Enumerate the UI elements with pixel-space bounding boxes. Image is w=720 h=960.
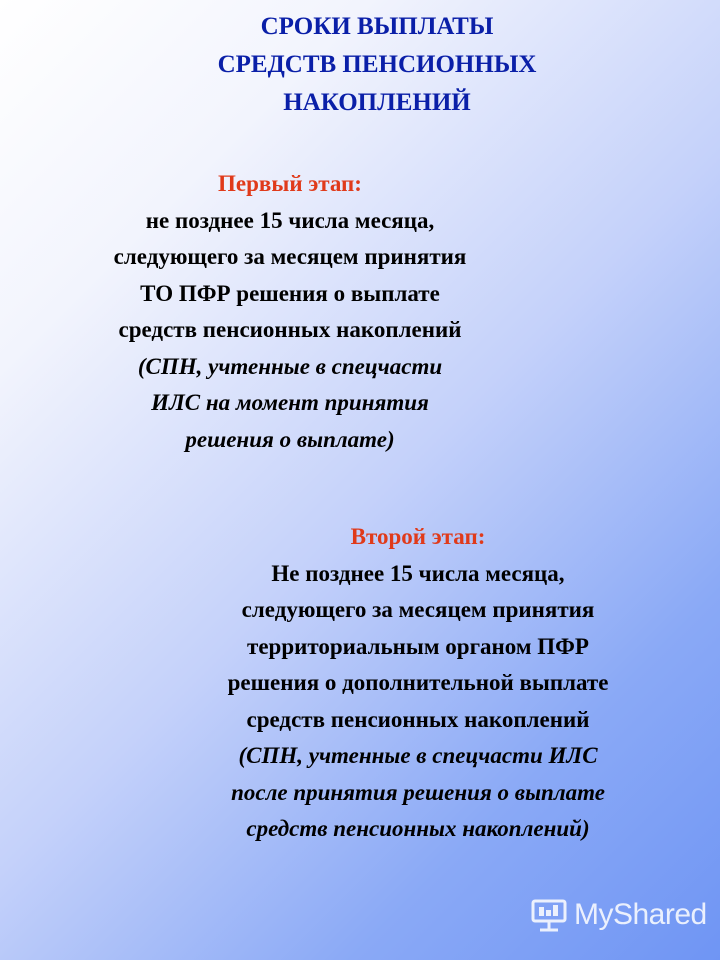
stage-one-line: следующего за месяцем принятия	[113, 244, 467, 269]
title-line: СРЕДСТВ ПЕНСИОННЫХ	[217, 51, 537, 78]
stage-one-note-line: (СПН, учтенные в спецчасти	[137, 353, 443, 379]
stage-two-heading: Второй этап:	[350, 524, 486, 549]
stage-one-line: ТО ПФР решения о выплате	[140, 280, 440, 306]
watermark-text: MyShared	[574, 898, 707, 931]
stage-two-line: следующего за месяцем принятия	[241, 597, 595, 622]
stage-two-line: средств пенсионных накоплений	[246, 706, 590, 732]
stage-one-block	[20, 166, 560, 458]
title-line: СРОКИ ВЫПЛАТЫ	[260, 13, 494, 40]
stage-one-line: не позднее 15 числа месяца,	[145, 207, 435, 233]
stage-two-line: решения о дополнительной выплате	[227, 670, 609, 695]
stage-one-line: средств пенсионных накоплений	[118, 317, 462, 342]
stage-two-block	[150, 519, 686, 848]
stage-two-note-line: после принятия решения о выплате	[231, 779, 605, 805]
stage-two-line: территориальным органом ПФР	[247, 633, 589, 659]
stage-one-heading: Первый этап:	[218, 171, 362, 196]
title-line: НАКОПЛЕНИЙ	[283, 89, 471, 116]
watermark	[530, 893, 710, 937]
stage-one-note-line: ИЛС на момент принятия	[151, 390, 429, 415]
stage-one-note-line: решения о выплате)	[185, 426, 395, 452]
page-title	[0, 8, 720, 122]
presentation-board-icon	[530, 898, 568, 932]
stage-two-note-line: средств пенсионных накоплений)	[246, 816, 590, 841]
stage-two-note-line: (СПН, учтенные в спецчасти ИЛС	[238, 743, 598, 768]
stage-two-line: Не позднее 15 числа месяца,	[271, 560, 565, 586]
